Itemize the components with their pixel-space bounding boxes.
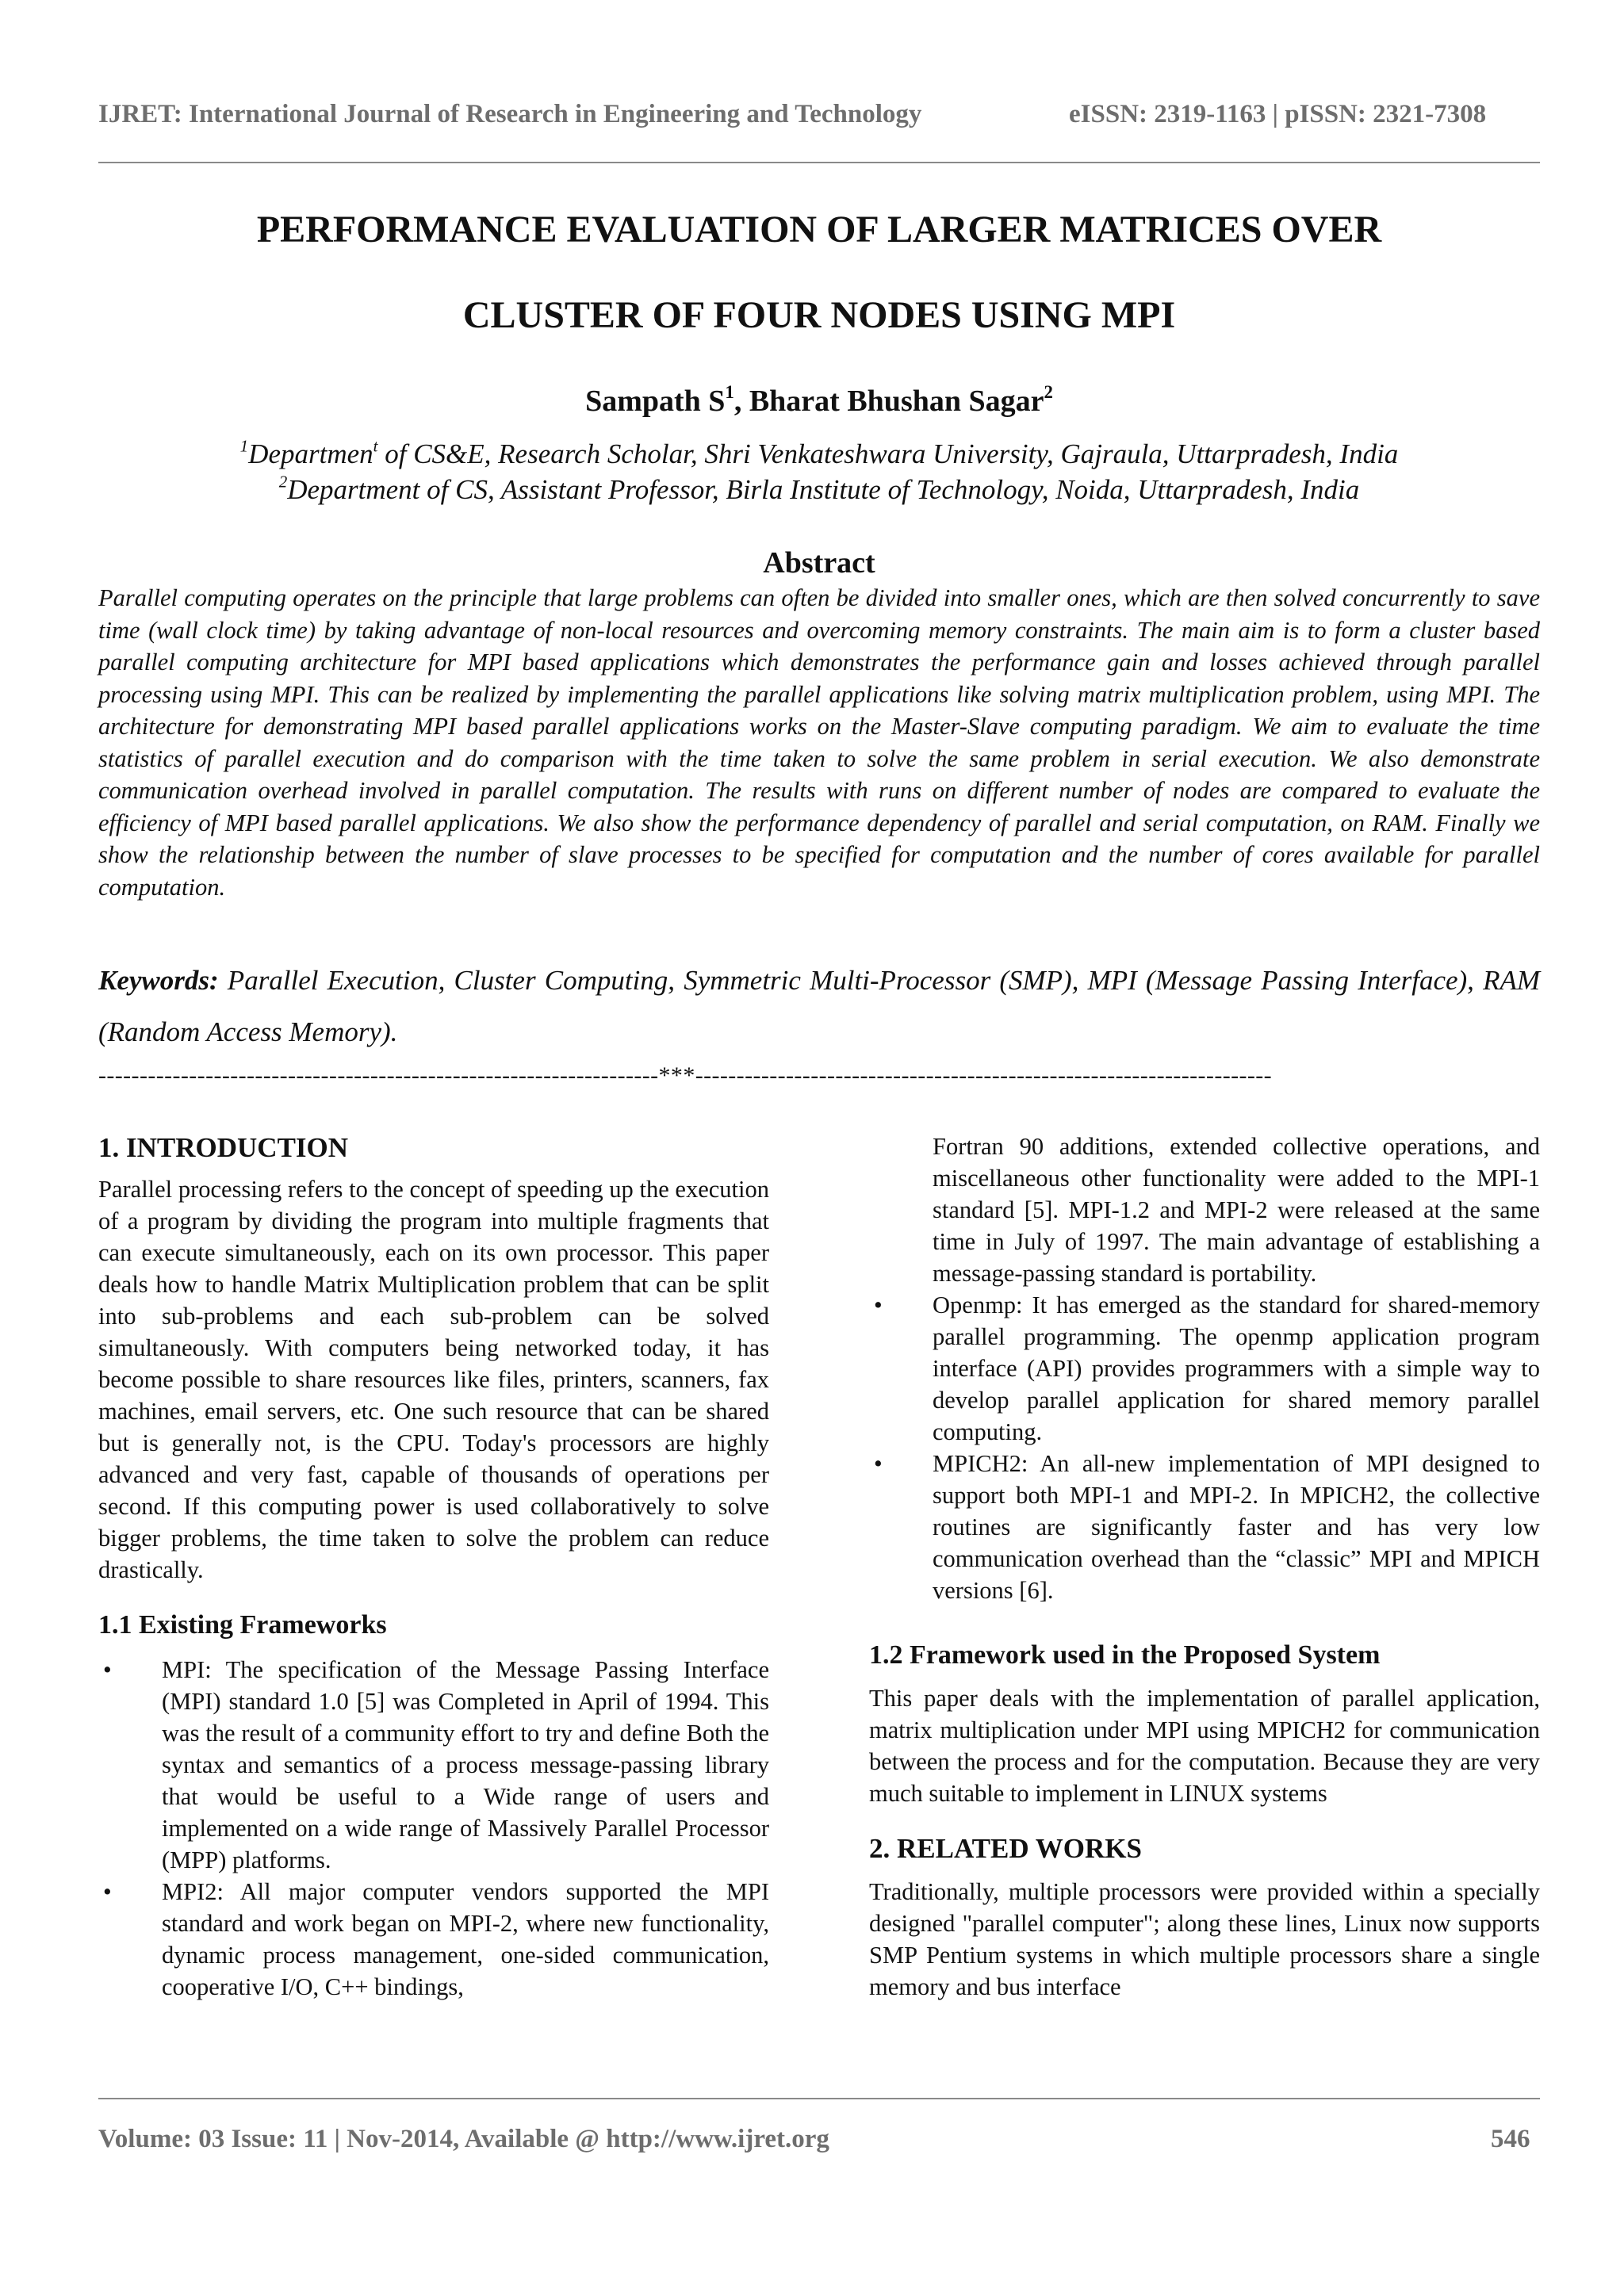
author-2-sup: 2	[1044, 382, 1053, 403]
affiliation-2-sup: 2	[278, 472, 288, 492]
keywords-text: Parallel Execution, Cluster Computing, Symmetric Multi-Processor (SMP), MPI (Message Passing Interface), RAM (Random Access Memory).	[98, 965, 1540, 1047]
header-rule	[98, 162, 1540, 163]
framework-used-paragraph: This paper deals with the implementation of parallel application, matrix multiplication under MPI using MPICH2 for communication between the process and for the computation. Because they are very much suitable to implement in LINUX systems	[869, 1685, 1540, 1807]
affiliations	[98, 436, 1540, 507]
title-line-1: PERFORMANCE EVALUATION OF LARGER MATRICES OVER	[256, 209, 1382, 251]
bullet-icon: •	[103, 1656, 112, 1683]
affiliation-2-text: Department of CS, Assistant Professor, Birla Institute of Technology, Noida, Uttarpradesh, India	[287, 474, 1360, 505]
list-item	[869, 1131, 1540, 1289]
list-item	[869, 1448, 1540, 1606]
intro-paragraph: Parallel processing refers to the concept of speeding up the execution of a program by dividing the program into multiple fragments that can execute simultaneously, each on its own processor. This paper deals how to handle Matrix Multiplication problem that can be split into sub-problems and each sub-problem can be solved simultaneously. With computers being networked today, it has become possible to share resources like files, printers, scanners, fax machines, email servers, etc. One such resource that can be shared but is generally not, is the CPU. Today's processors are highly advanced and very fast, capable of thousands of operations per second. If this computing power is used collaboratively to solve bigger problems, the time taken to solve the problem can reduce drastically.	[98, 1176, 769, 1583]
related-works-heading: 2. RELATED WORKS	[869, 1833, 1142, 1864]
bullet-mpi-text: MPI: The specification of the Message Passing Interface (MPI) standard 1.0 [5] was Completed in April of 1994. This was the result of a community effort to try and define Both the syntax and semantics of a process message-passing library that would be useful to a Wide range of users and implemented on a wide range of Massively Parallel Processor (MPP) platforms.	[162, 1656, 769, 1873]
abstract-heading: Abstract	[763, 546, 875, 580]
right-column	[869, 1131, 1540, 2003]
author-1-sup: 1	[725, 382, 734, 403]
list-item	[98, 1654, 769, 1876]
keywords-label: Keywords:	[98, 965, 219, 996]
author-1: Sampath S	[585, 385, 726, 418]
paper-title	[98, 187, 1540, 358]
affiliation-1-text-a: Departmen	[248, 438, 373, 469]
bullet-mpi2-continued: Fortran 90 additions, extended collective operations, and miscellaneous other functionality were added to the MPI-1 standard [5]. MPI-1.2 and MPI-2 were released at the same time in July of 1997. The main advantage of establishing a message-passing standard is portability.	[933, 1133, 1540, 1287]
bullet-openmp-text: Openmp: It has emerged as the standard for shared-memory parallel programming. The openmp application program interface (API) provides programmers with a simple way to develop parallel application for shared memory parallel computing.	[933, 1292, 1540, 1445]
frameworks-list	[98, 1654, 769, 2003]
bullet-icon: •	[874, 1292, 883, 1318]
list-item	[98, 1876, 769, 2003]
footer-volume: Volume: 03 Issue: 11 | Nov-2014, Available @ http://www.ijret.org	[98, 2125, 829, 2153]
keywords	[98, 955, 1540, 1058]
left-column	[98, 1131, 769, 2003]
related-works-paragraph: Traditionally, multiple processors were provided within a specially designed "parallel computer"; along these lines, Linux now supports SMP Pentium systems in which multiple processors share a single memory and bus interface	[869, 1878, 1540, 2000]
bullet-mpich2-text: MPICH2: An all-new implementation of MPI designed to support both MPI-1 and MPI-2. In MPICH2, the collective routines are significantly faster and has very low communication overhead than the “classic” MPI and MPICH versions [6].	[933, 1450, 1540, 1604]
footer-rule	[98, 2098, 1540, 2099]
page-number: 546	[1491, 2125, 1530, 2153]
affiliation-1	[98, 436, 1540, 472]
section-separator: --------------------------------------------------------------------***----------------------------------------------------------------------	[98, 1062, 1273, 1089]
title-line-2: CLUSTER OF FOUR NODES USING MPI	[462, 294, 1176, 336]
abstract-body: Parallel computing operates on the principle that large problems can often be divided into smaller ones, which are then solved concurrently to save time (wall clock time) by taking advantage of non-local resources and overcoming memory constraints. The main aim is to form a cluster based parallel computing architecture for MPI based applications which demonstrates the performance gain and losses achieved through parallel processing using MPI. This can be realized by implementing the parallel applications like solving matrix multiplication problem, using MPI. The architecture for demonstrating MPI based parallel applications works on the Master-Slave computing paradigm. We aim to evaluate the time statistics of parallel execution and do comparison with the time taken to solve the same problem in serial execution. We also demonstrate communication overhead involved in parallel computation. The results with runs on different number of nodes are compared to evaluate the efficiency of MPI based parallel applications. We also show the performance dependency of parallel and serial computation, on RAM. Finally we show the relationship between the number of slave processes to be specified for computation and the number of cores available for parallel computation.	[98, 584, 1540, 901]
issn-header: eISSN: 2319-1163 | pISSN: 2321-7308	[1069, 100, 1487, 128]
frameworks-list-continued	[869, 1131, 1540, 1606]
frameworks-heading: 1.1 Existing Frameworks	[98, 1610, 387, 1640]
authors	[98, 384, 1540, 419]
affiliation-1-text-b: of CS&E, Research Scholar, Shri Venkateshwara University, Gajraula, Uttarpradesh, India	[377, 438, 1399, 469]
list-item	[869, 1289, 1540, 1448]
bullet-icon: •	[874, 1450, 883, 1477]
bullet-mpi2-text: MPI2: All major computer vendors supported the MPI standard and work began on MPI-2, where new functionality, dynamic process management, one-sided communication, cooperative I/O, C++ bindings,	[162, 1878, 769, 2000]
affiliation-1-text-sup: t	[373, 436, 378, 456]
author-separator: ,	[733, 385, 749, 418]
framework-used-heading: 1.2 Framework used in the Proposed System	[869, 1640, 1381, 1670]
author-2: Bharat Bhushan Sagar	[749, 385, 1044, 418]
intro-heading: 1. INTRODUCTION	[98, 1132, 349, 1163]
affiliation-1-sup: 1	[239, 436, 249, 456]
affiliation-2	[98, 472, 1540, 507]
journal-header: IJRET: International Journal of Research in Engineering and Technology	[98, 100, 922, 128]
bullet-icon: •	[103, 1878, 112, 1905]
